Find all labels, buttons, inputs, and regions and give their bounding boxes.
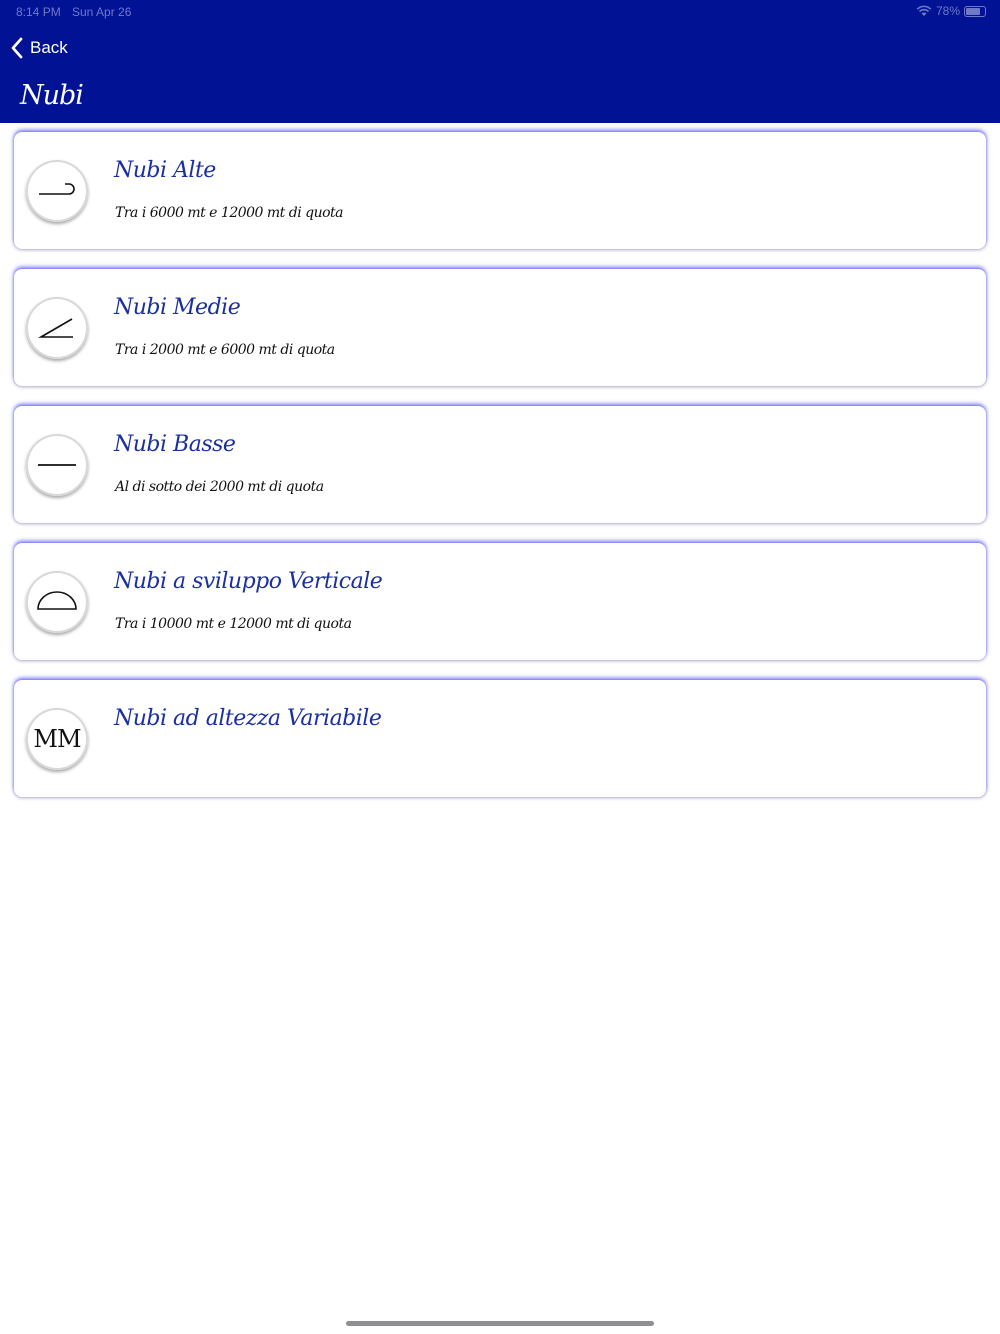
back-button[interactable]	[10, 34, 68, 62]
back-label: Back	[30, 38, 68, 57]
mm-symbol-icon	[26, 708, 88, 770]
item-subtitle: Tra i 10000 mt e 12000 mt di quota	[115, 616, 352, 632]
status-bar	[0, 0, 1000, 24]
line-symbol-icon	[26, 434, 88, 496]
icon-text: MM	[33, 725, 81, 753]
battery-icon	[964, 6, 986, 17]
page-title: Nubi	[20, 80, 83, 111]
status-date: Sun Apr 26	[72, 5, 132, 19]
dome-symbol-icon	[26, 571, 88, 633]
item-title: Nubi Basse	[114, 432, 236, 457]
item-title: Nubi Medie	[114, 295, 241, 320]
list-item-nubi-verticale[interactable]	[14, 543, 986, 660]
hook-symbol-icon	[26, 160, 88, 222]
list-item-nubi-alte[interactable]	[14, 132, 986, 249]
navigation-header	[0, 0, 1000, 123]
list-item-nubi-variabile[interactable]	[14, 680, 986, 797]
angle-symbol-icon	[26, 297, 88, 359]
item-title: Nubi a sviluppo Verticale	[114, 569, 383, 594]
item-subtitle: Tra i 2000 mt e 6000 mt di quota	[115, 342, 335, 358]
item-subtitle: Al di sotto dei 2000 mt di quota	[115, 479, 324, 495]
wifi-icon	[916, 5, 932, 17]
list-item-nubi-basse[interactable]	[14, 406, 986, 523]
item-title: Nubi ad altezza Variabile	[114, 706, 382, 731]
status-indicators	[916, 4, 986, 18]
item-title: Nubi Alte	[114, 158, 216, 183]
status-time: 8:14 PM	[16, 5, 61, 19]
chevron-left-icon	[10, 37, 24, 59]
home-indicator[interactable]	[346, 1321, 654, 1326]
item-subtitle: Tra i 6000 mt e 12000 mt di quota	[115, 205, 344, 221]
battery-percent: 78%	[935, 4, 960, 18]
list-item-nubi-medie[interactable]	[14, 269, 986, 386]
